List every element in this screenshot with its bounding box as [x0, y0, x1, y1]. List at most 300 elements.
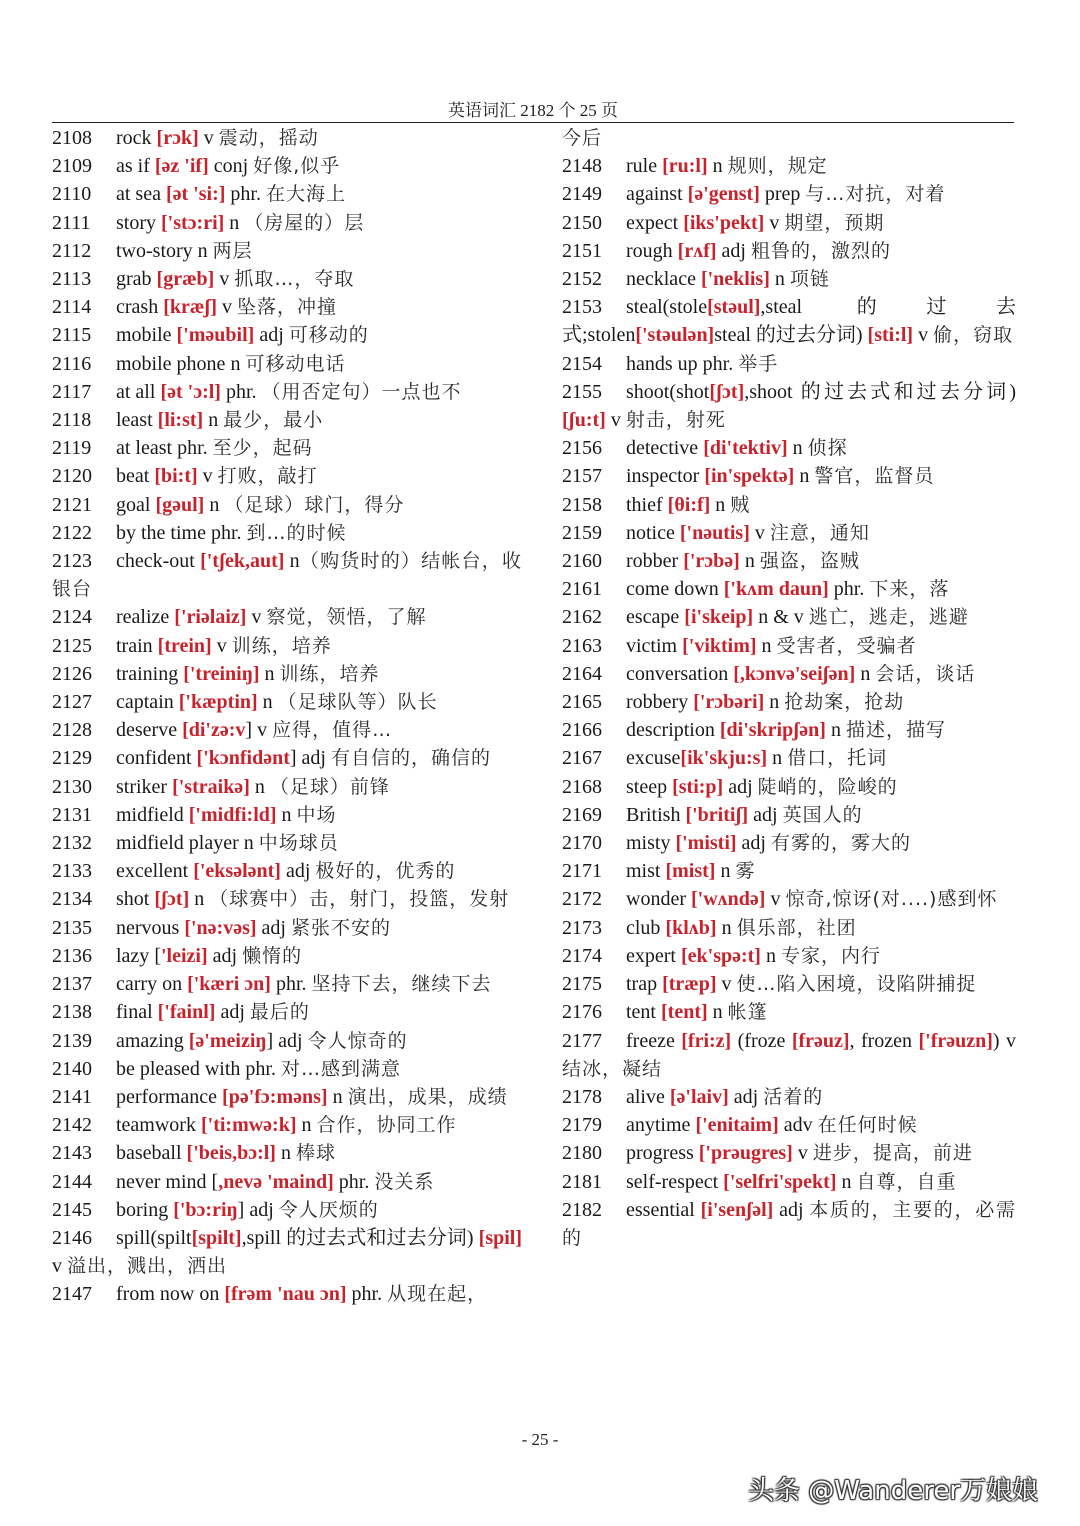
definition-continuation: 今后 [562, 127, 603, 149]
entry-number: 2158 [562, 493, 602, 516]
phonetic-bracket: [ [211, 1170, 219, 1193]
part-of-speech: v [246, 606, 267, 629]
entry-number: 2140 [52, 1057, 92, 1080]
entry-number: 2152 [562, 268, 602, 291]
definition: 棒球 [295, 1142, 336, 1165]
headword: mist [626, 860, 666, 883]
definition: 注意，通知 [769, 521, 870, 544]
definition: 惊奇,惊讶(对....)感到怀 [785, 888, 998, 911]
entry-number: 2143 [52, 1142, 92, 1165]
entry-number: 2137 [52, 973, 92, 996]
definition: 两层 [212, 239, 253, 262]
entry-number: 2126 [52, 662, 92, 685]
entry-number: 2130 [52, 775, 92, 798]
entry-number: 2168 [562, 775, 602, 798]
header-title: 英语词汇 2182 个 25 页 [448, 101, 618, 120]
entry-number: 2173 [562, 916, 602, 939]
definition: 坠落，冲撞 [237, 296, 338, 319]
part-of-speech: n [710, 493, 731, 516]
part-of-speech: phr. [333, 1170, 375, 1193]
part-of-speech: adj [273, 1029, 308, 1052]
vocab-entry [562, 942, 1016, 970]
vocab-entry [52, 970, 522, 998]
part-of-speech: v [749, 521, 770, 544]
watermark-text: 头条 @Wanderer万娘娘 [748, 1476, 1039, 1506]
part-of-speech: ,shoot 的过去式和过去分词) [744, 380, 1016, 403]
definition: 雾 [735, 860, 756, 883]
vocab-entry [52, 547, 522, 603]
entry-number: 2114 [52, 296, 92, 319]
headword: performance [116, 1085, 223, 1108]
definition: 举手 [738, 352, 779, 375]
vocab-entry [52, 603, 522, 631]
phonetic: [bi:t] [154, 465, 198, 488]
entry-number: 2163 [562, 634, 602, 657]
phonetic: [i'senʃəl] [700, 1198, 774, 1221]
headword: anytime [626, 1114, 696, 1137]
headword: shoot(shot [626, 380, 710, 403]
vocab-entry [52, 1111, 522, 1139]
phonetic: ['kɔnfidənt [196, 747, 290, 770]
headword: expert [626, 944, 681, 967]
entry-number: 2159 [562, 521, 602, 544]
headword: shot [116, 888, 155, 911]
entry-number: 2161 [562, 578, 602, 601]
phonetic: ['rɔbəri] [693, 691, 765, 714]
definition: 活着的 [763, 1085, 824, 1108]
definition: 合作，协同工作 [316, 1114, 457, 1137]
headword: grab [116, 268, 157, 291]
phonetic: [i'skeip] [684, 606, 754, 629]
headword: from now on [116, 1283, 225, 1306]
entry-number: 2138 [52, 1001, 92, 1024]
phonetic: [ʃɔt] [709, 380, 745, 403]
phonetic: 'leizi] [160, 944, 208, 967]
vocab-entry [562, 265, 1016, 293]
headword: description [626, 719, 720, 742]
phonetic: [sti:l] [867, 324, 914, 347]
definition: 贼 [730, 493, 751, 516]
entry-number: 2171 [562, 860, 602, 883]
vocab-entry [562, 519, 1016, 547]
entry-number: 2108 [52, 127, 92, 149]
phonetic: [klʌb] [665, 916, 717, 939]
phonetic-bracket: [ [154, 944, 161, 967]
vocab-entry [52, 321, 522, 349]
vocab-entry [52, 152, 522, 180]
entry-number: 2109 [52, 155, 92, 178]
entry-number: 2142 [52, 1114, 92, 1137]
vocab-entry [52, 1168, 522, 1196]
phonetic: [spilt] [191, 1226, 242, 1249]
vocab-entry [52, 914, 522, 942]
headword: teamwork [116, 1114, 201, 1137]
phonetic: [kræʃ] [163, 296, 218, 319]
headword: carry on [116, 973, 188, 996]
definition: 帐篷 [727, 1001, 768, 1024]
entry-number: 2169 [562, 803, 602, 826]
definition: 有自信的，确信的 [330, 747, 491, 770]
definition: 到…的时候 [246, 521, 347, 544]
definition: 受害者，受骗者 [776, 634, 917, 657]
vocab-entry [52, 660, 522, 688]
definition: 极好的，优秀的 [315, 860, 456, 883]
phonetic: [pə'fɔ:məns] [222, 1085, 328, 1108]
part-of-speech: (froze [731, 1029, 792, 1052]
headword: captain [116, 691, 179, 714]
entry-number: 2123 [52, 550, 92, 573]
vocab-entry [562, 660, 1016, 688]
definition: 结冰，凝结 [562, 1057, 663, 1080]
vocab-entry [52, 688, 522, 716]
entry-number: 2124 [52, 606, 92, 629]
vocab-entry [52, 716, 522, 744]
vocab-entry [562, 293, 1016, 349]
definition: 描述，描写 [845, 719, 946, 742]
part-of-speech: v [211, 634, 232, 657]
vocab-entry [52, 773, 522, 801]
definition: 可移动电话 [245, 352, 346, 375]
part-of-speech: n [794, 465, 815, 488]
definition: 进步，提高，前进 [812, 1142, 973, 1165]
entry-number: 2111 [52, 211, 91, 234]
entry-number: 2125 [52, 634, 92, 657]
part-of-speech: adj [256, 916, 291, 939]
phonetic: ['tʃek,aut] [200, 550, 285, 573]
headword: rock [116, 127, 157, 149]
definition: 震动，摇动 [218, 127, 319, 149]
definition: 专家，内行 [780, 944, 881, 967]
vocab-entry [52, 801, 522, 829]
vocab-entry [562, 1196, 1016, 1252]
phonetic: ,nevə 'maind] [218, 1170, 334, 1193]
part-of-speech: v [217, 296, 238, 319]
part-of-speech: v [605, 409, 626, 432]
entry-number: 2145 [52, 1198, 92, 1221]
part-of-speech: phr. [210, 521, 247, 544]
phonetic: ['ti:mwə:k] [200, 1114, 297, 1137]
vocab-entry [562, 1139, 1016, 1167]
phonetic: ['prəugres] [698, 1142, 793, 1165]
definition: 俱乐部，社团 [736, 916, 857, 939]
entry-number: 2146 [52, 1226, 92, 1249]
entry-number: 2129 [52, 747, 92, 770]
definition: 会话，谈话 [875, 662, 976, 685]
vocab-entry [562, 970, 1016, 998]
page-footer [0, 1430, 1080, 1450]
part-of-speech: n [230, 352, 246, 375]
definition: 逃亡，逃走，逃避 [808, 606, 969, 629]
vocab-entry [562, 885, 1016, 913]
part-of-speech: phr. [346, 1283, 388, 1306]
phonetic: [ə'meiziŋ [188, 1029, 267, 1052]
headword: hands up [626, 352, 703, 375]
vocab-entry [52, 857, 522, 885]
entry-number: 2160 [562, 550, 602, 573]
part-of-speech: n [259, 662, 280, 685]
definition: 侦探 [807, 437, 848, 460]
part-of-speech: n [855, 662, 876, 685]
vocab-entry [562, 180, 1016, 208]
part-of-speech: n [197, 239, 213, 262]
definition: （足球）球门，得分 [224, 493, 405, 516]
page-header [52, 96, 1014, 122]
phonetic: [ʃɔt] [154, 888, 190, 911]
vocab-entry [52, 998, 522, 1026]
headword: progress [626, 1142, 699, 1165]
phonetic: [ə'genst] [687, 183, 760, 206]
part-of-speech: n [249, 775, 270, 798]
entry-number: 2156 [562, 437, 602, 460]
entry-number: 2117 [52, 380, 92, 403]
headword: at least [116, 437, 178, 460]
entry-number: 2180 [562, 1142, 602, 1165]
entry-number: 2141 [52, 1085, 92, 1108]
part-of-speech: adj [280, 860, 316, 883]
headword: thief [626, 493, 668, 516]
part-of-speech: n [825, 719, 846, 742]
phonetic: ['treiniŋ] [183, 662, 260, 685]
definition: 最后的 [249, 1001, 310, 1024]
vocab-entry [562, 1168, 1016, 1196]
vocab-entry [562, 857, 1016, 885]
entry-number: 2147 [52, 1283, 92, 1306]
definition: 本质的，主要的，必需的 [562, 1198, 1016, 1249]
phonetic: ['kæri ɔn] [187, 973, 271, 996]
part-of-speech: n [189, 888, 210, 911]
headword: wonder [626, 888, 691, 911]
phonetic-bracket: ] [289, 747, 297, 770]
vocab-entry [52, 491, 522, 519]
entry-number: 2174 [562, 944, 602, 967]
entry-number: 2172 [562, 888, 602, 911]
definition: 期望，预期 [784, 211, 885, 234]
vocab-entry [562, 575, 1016, 603]
part-of-speech: prep [759, 183, 806, 206]
part-of-speech: n [296, 1114, 317, 1137]
phonetic: [rʌf] [677, 239, 717, 262]
definition: 项链 [789, 268, 830, 291]
headword: training [116, 662, 184, 685]
part-of-speech: n [756, 634, 777, 657]
phonetic: [græb] [156, 268, 215, 291]
headword: necklace [626, 268, 701, 291]
definition: 借口，托词 [787, 747, 888, 770]
headword: excellent [116, 860, 194, 883]
headword: deserve [116, 719, 183, 742]
phonetic: [,kɔnvə'seiʃən] [733, 662, 856, 685]
headword: striker [116, 775, 173, 798]
part-of-speech: n [764, 691, 785, 714]
entry-number: 2135 [52, 916, 92, 939]
part-of-speech: v [913, 324, 934, 347]
phonetic: ['wʌndə] [690, 888, 766, 911]
part-of-speech: adj [296, 747, 331, 770]
part-of-speech: n [715, 860, 736, 883]
phonetic: [li:st] [157, 409, 204, 432]
headword: goal [116, 493, 156, 516]
entry-number: 2170 [562, 832, 602, 855]
phonetic: ['beis,bɔ:l] [186, 1142, 276, 1165]
definition: 抢劫案，抢劫 [784, 691, 905, 714]
phonetic: [sti:p] [672, 775, 724, 798]
part-of-speech: n [787, 437, 808, 460]
vocab-column-right [562, 124, 1016, 1252]
phonetic: ['nəutis] [679, 521, 750, 544]
part-of-speech: v [765, 888, 786, 911]
phonetic: ['frəuzn] [918, 1029, 993, 1052]
headword: rough [626, 239, 678, 262]
headword: trap [626, 973, 663, 996]
headword: train [116, 634, 158, 657]
vocab-entry [562, 744, 1016, 772]
part-of-speech: n [284, 550, 300, 573]
phonetic: ['bɔ:riŋ [173, 1198, 238, 1221]
entry-number: 2110 [52, 183, 92, 206]
part-of-speech: n [243, 832, 259, 855]
phonetic: [ət 'si:] [165, 183, 226, 206]
vocab-entry [52, 1055, 522, 1083]
part-of-speech: n [716, 916, 737, 939]
vocab-entry [52, 1083, 522, 1111]
part-of-speech: n [204, 493, 225, 516]
part-of-speech: adj [244, 1198, 279, 1221]
entry-number: 2139 [52, 1029, 92, 1052]
entry-number: 2119 [52, 437, 92, 460]
entry-number: 2176 [562, 1001, 602, 1024]
phonetic: [in'spektə] [704, 465, 795, 488]
headword: British [626, 803, 686, 826]
definition: 与…对抗，对着 [805, 183, 946, 206]
entry-number: 2127 [52, 691, 92, 714]
entry-number: 2167 [562, 747, 602, 770]
definition: 规则，规定 [727, 155, 828, 178]
entry-number: 2122 [52, 521, 92, 544]
definition: 下来，落 [869, 578, 950, 601]
headword: check-out [116, 550, 201, 573]
vocab-entry [562, 1027, 1016, 1083]
headword: notice [626, 521, 680, 544]
vocab-entry [52, 124, 522, 152]
part-of-speech: adj [207, 944, 243, 967]
phonetic: [trein] [157, 634, 212, 657]
part-of-speech: adj [723, 775, 758, 798]
entry-number: 2132 [52, 832, 92, 855]
definition: 训练，培养 [279, 662, 380, 685]
entry-number: 2164 [562, 662, 602, 685]
headword: at sea [116, 183, 166, 206]
headword: alive [626, 1085, 670, 1108]
headword: at all [116, 380, 161, 403]
vocab-entry [562, 914, 1016, 942]
definition: （足球）前锋 [269, 775, 390, 798]
vocab-entry [562, 462, 1016, 490]
phonetic: [ru:l] [662, 155, 708, 178]
entry-number: 2113 [52, 268, 92, 291]
vocab-entry [52, 462, 522, 490]
entry-number: 2150 [562, 211, 602, 234]
phonetic: ['fainl] [157, 1001, 216, 1024]
entry-number: 2115 [52, 324, 92, 347]
definition: （用否定句）一点也不 [261, 380, 462, 403]
part-of-speech: v [252, 719, 273, 742]
phonetic: [ʃu:t] [562, 409, 606, 432]
definition: 有雾的，雾大的 [770, 832, 911, 855]
entry-number: 2149 [562, 183, 602, 206]
entry-number: 2162 [562, 606, 602, 629]
headword: final [116, 1001, 158, 1024]
definition: 抓取…，夺取 [234, 268, 355, 291]
part-of-speech: n [707, 155, 728, 178]
entry-number: 2134 [52, 888, 92, 911]
vocab-entry [52, 237, 522, 265]
definition: 演出，成果，成绩 [347, 1085, 508, 1108]
headword: least [116, 409, 158, 432]
definition: 射击，射死 [625, 409, 726, 432]
vocab-entry [52, 519, 522, 547]
part-of-speech: ,spill 的过去式和过去分词) [241, 1226, 479, 1249]
vocab-entry [562, 124, 1016, 152]
part-of-speech: phr. [177, 437, 213, 460]
vocab-entry [562, 237, 1016, 265]
vocab-entry [52, 434, 522, 462]
definition: 在任何时候 [817, 1114, 918, 1137]
headword: robbery [626, 691, 694, 714]
definition: 警官，监督员 [814, 465, 935, 488]
definition: （购货时的）结帐台，收银台 [52, 550, 522, 601]
definition: 最少，最小 [223, 409, 324, 432]
vocab-entry [52, 885, 522, 913]
phonetic: [rɔk] [156, 127, 199, 149]
entry-number: 2120 [52, 465, 92, 488]
vocab-entry [52, 209, 522, 237]
header-rule [52, 122, 1014, 123]
entry-number: 2166 [562, 719, 602, 742]
vocab-entry [562, 632, 1016, 660]
definition: 令人厌烦的 [278, 1198, 379, 1221]
phonetic: [ik'skju:s] [680, 747, 768, 770]
vocab-entry [52, 378, 522, 406]
entry-number: 2157 [562, 465, 602, 488]
entry-number: 2116 [52, 352, 92, 375]
part-of-speech: n [760, 944, 781, 967]
part-of-speech: ,steal 的过去式;stolen [562, 296, 1016, 347]
vocab-entry [52, 1196, 522, 1224]
headword: mobile phone [116, 352, 231, 375]
phonetic: ['eksələnt] [193, 860, 281, 883]
headword: spill(spilt [116, 1226, 192, 1249]
phonetic: [əz 'if] [154, 155, 209, 178]
phonetic: ['stəulən] [635, 324, 715, 347]
phonetic: ['rɔbə] [683, 550, 740, 573]
vocab-entry [562, 801, 1016, 829]
headword: detective [626, 437, 704, 460]
headword: essential [626, 1198, 701, 1221]
definition: （球赛中）击，射门，投篮，发射 [209, 888, 510, 911]
vocab-entry [52, 180, 522, 208]
vocab-entry [52, 1027, 522, 1055]
entry-number: 2153 [562, 296, 602, 319]
headword: steal(stole [626, 296, 708, 319]
part-of-speech: adj [254, 324, 289, 347]
entry-number: 2151 [562, 239, 602, 262]
part-of-speech: n [203, 409, 224, 432]
headword: steep [626, 775, 673, 798]
definition: 可移动的 [288, 324, 369, 347]
part-of-speech: adj [736, 832, 771, 855]
entry-number: 2131 [52, 803, 92, 826]
part-of-speech: v [52, 1255, 67, 1278]
